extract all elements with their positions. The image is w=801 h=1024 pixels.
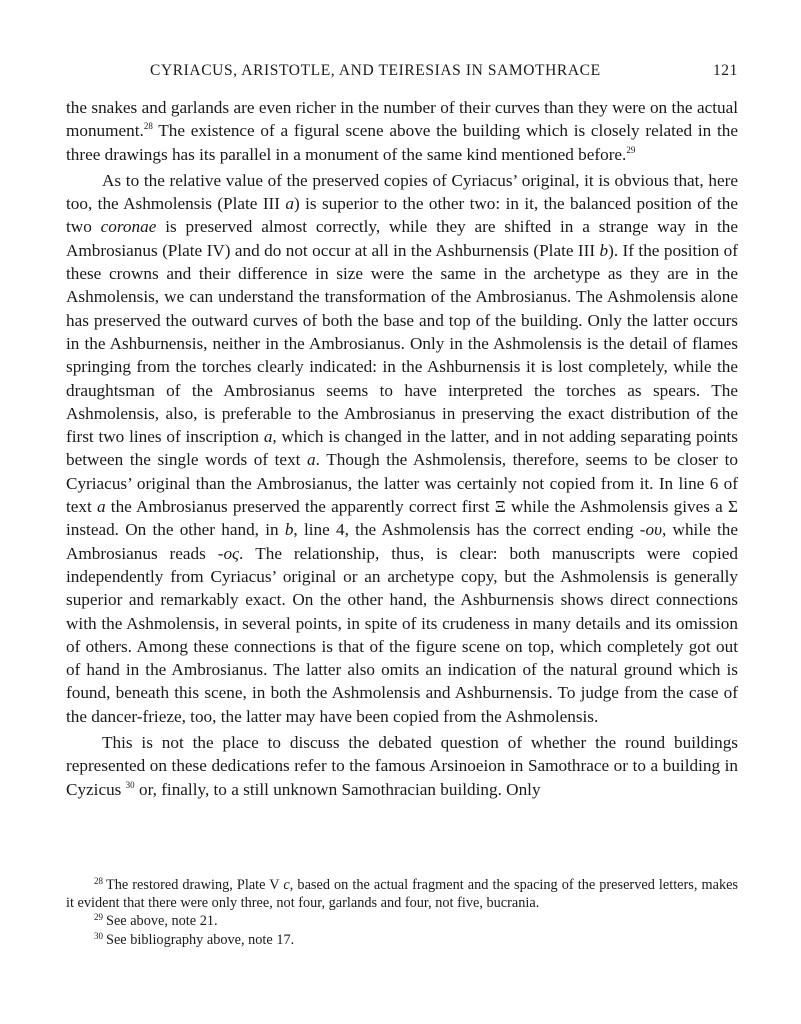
italic-text: coronae	[100, 217, 157, 237]
paragraph	[66, 96, 738, 166]
text-run: The existence of a figural scene above the building which is closely related in the three drawings has its parallel in a monument of the same kind mentioned before.	[66, 121, 738, 164]
text-run: is preserved almost correctly, while they are shifted in a strange way in the Ambrosianus (Plate IV) and do not occur at all in the Ashburnensis (Plate III	[66, 217, 738, 260]
italic-text: a	[263, 427, 273, 447]
footnote	[66, 931, 738, 949]
italic-text: b	[599, 240, 609, 260]
italic-text: a	[307, 450, 316, 470]
paragraph	[66, 731, 738, 801]
text-run: ) is superior to the other two: in it, the balanced position of the two	[66, 194, 738, 237]
note-reference: 28	[143, 121, 153, 132]
text-run: the Ambrosianus preserved the apparently correct first Ξ while the Ashmolensis gives a Σ instead. On the other hand, in	[66, 497, 738, 540]
paragraph	[66, 169, 738, 728]
page-number: 121	[712, 62, 738, 79]
note-reference: 29	[626, 144, 636, 155]
italic-text: c	[283, 877, 290, 893]
note-reference: 30	[125, 779, 135, 790]
text-run: . Though the Ashmolensis, therefore, seems to be closer to Cyriacus’ original than the Ambrosianus, the latter was certainly not copied from it. In line 6 of text	[66, 450, 738, 517]
text-run: See above, note 21.	[106, 913, 218, 930]
text-run: , which is changed in the latter, and in not adding separating points between the single words of text	[66, 427, 738, 470]
text-run: . The relationship, thus, is clear: both manuscripts were copied independently from Cyriacus’ original or an archetype copy, but the Ashmolensis is generally superior and remarkably exact. On the other hand, the Ashburnensis shows direct connections with the Ashmolensis, in several points, in spite of its crudeness in many details and its omission of others. Among these connections is that of the figure scene on top, which completely got out of hand in the Ambrosianus. The latter also omits an indication of the natural ground which is found, beneath this scene, in both the Ashmolensis and Ashburnensis. To judge from the case of the dancer-frieze, too, the latter may have been copied from the Ashmolensis.	[66, 543, 738, 726]
footnote-marker: 28	[94, 876, 103, 886]
footnote	[66, 912, 738, 930]
italic-text: b	[284, 520, 294, 540]
text-run: This is not the place to discuss the debated question of whether the round buildings represented on these dedications refer to the famous Arsinoeion in Samothrace or to a building in Cyzicus	[66, 733, 738, 799]
text-run: ). If the position of these crowns and their difference in size were the same in the archetype as they are in the Ashmolensis, we can understand the transformation of the Ambrosianus. The Ashmolensis alone has preserved the outward curves of both the base and top of the building. Only the latter occurs in the Ashburnensis, neither in the Ambrosianus. Only in the Ashmolensis is the detail of flames springing from the torches clearly indicated: in the Ashburnensis it is lost completely, while the draughtsman of the Ambrosianus seems to have interpreted the torches as spears. The Ashmolensis, also, is preferable to the Ambrosianus in preserving the exact distribution of the first two lines of inscription	[66, 240, 738, 447]
text-run: See bibliography above, note 17.	[106, 931, 295, 948]
footnote	[66, 876, 738, 912]
italic-text: a	[285, 194, 294, 214]
body-text	[66, 96, 738, 801]
italic-text: -ος	[217, 543, 240, 563]
footnote-marker: 30	[94, 930, 103, 941]
italic-text: a	[96, 497, 106, 517]
text-run: or, finally, to a still unknown Samothracian building. Only	[134, 779, 541, 799]
text-run: The restored drawing, Plate V	[106, 877, 284, 893]
text-run: As to the relative value of the preserved copies of Cyriacus’ original, it is obvious that, here too, the Ashmolensis (Plate III	[66, 170, 738, 214]
text-run: , line 4, the Ashmolensis has the correct ending	[293, 520, 640, 540]
text-run: , based on the actual fragment and the spacing of the preserved letters, makes it evident that there were only three, not four, garlands and four, not five, bucrania.	[66, 877, 738, 912]
footnotes	[66, 876, 738, 949]
footnote-marker: 29	[94, 912, 103, 923]
text-run: the snakes and garlands are even richer in the number of their curves than they were on the actual monument.	[66, 98, 738, 141]
italic-text: -ου	[639, 520, 663, 540]
text-run: , while the Ambrosianus reads	[66, 520, 738, 563]
running-head-title: CYRIACUS, ARISTOTLE, AND TEIRESIAS IN SAMOTHRACE	[150, 62, 601, 79]
running-head	[66, 62, 738, 86]
